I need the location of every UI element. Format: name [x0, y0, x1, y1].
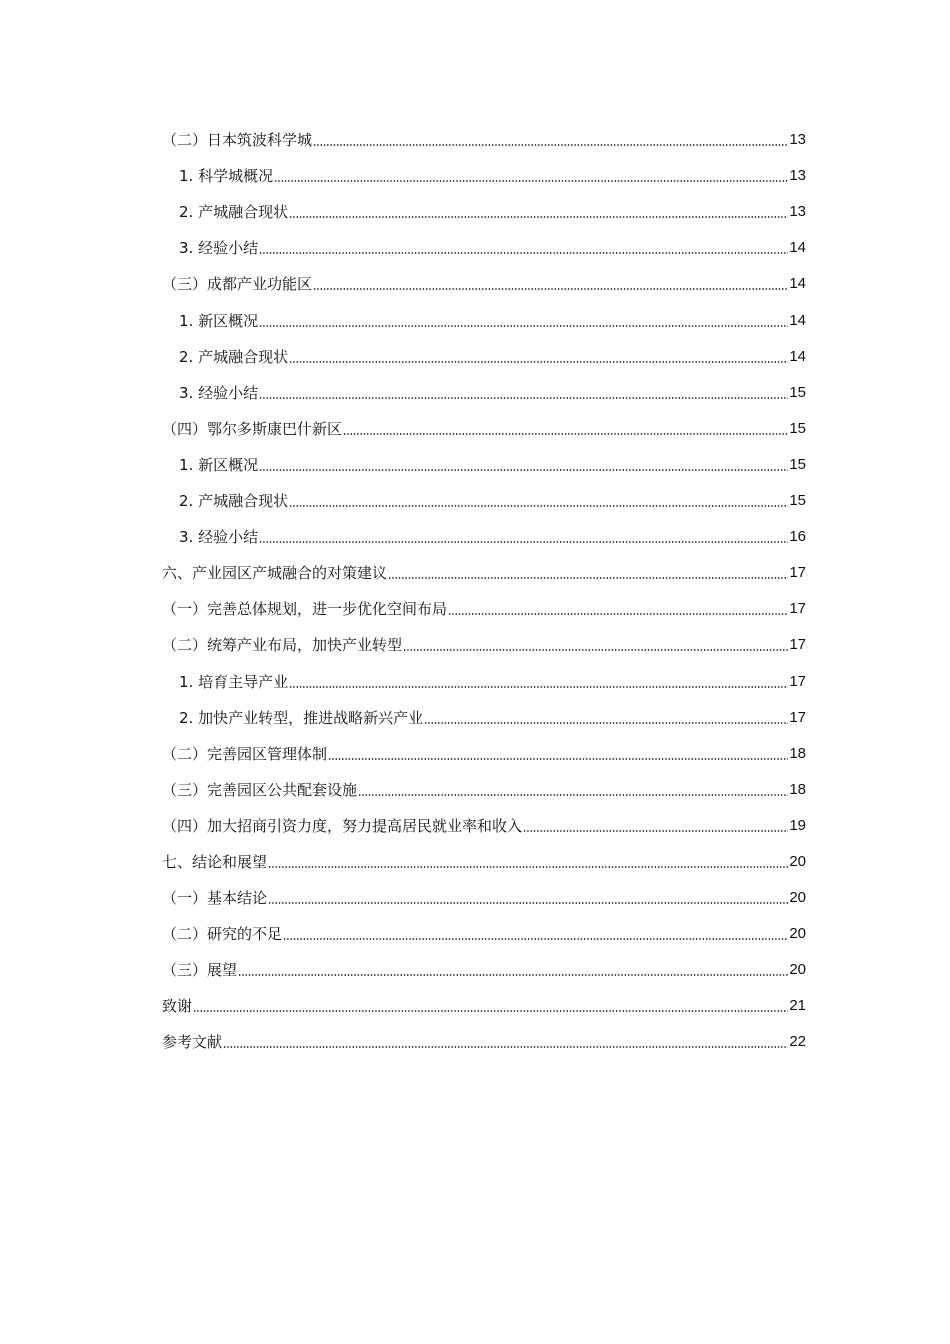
toc-dot-leader	[403, 649, 788, 651]
toc-entry-page: 14	[789, 311, 806, 329]
toc-dot-leader	[289, 216, 788, 218]
toc-entry[interactable]	[162, 512, 806, 548]
toc-entry-page: 17	[789, 600, 806, 618]
toc-entry-page: 20	[789, 925, 806, 943]
toc-dot-leader	[238, 974, 788, 976]
toc-entry-page: 13	[789, 131, 806, 149]
toc-entry-page: 20	[789, 889, 806, 907]
toc-dot-leader	[223, 1046, 788, 1048]
toc-entry[interactable]	[162, 440, 806, 476]
toc-entry-title: （二）研究的不足	[162, 925, 283, 944]
toc-dot-leader	[268, 902, 788, 904]
toc-entry-title: 2. 产城融合现状	[179, 347, 289, 366]
toc-entry-page: 17	[789, 564, 806, 582]
toc-entry[interactable]	[162, 368, 806, 404]
toc-entry-page: 15	[789, 492, 806, 510]
toc-entry-page: 20	[789, 961, 806, 979]
toc-dot-leader	[328, 758, 788, 760]
toc-entry[interactable]	[162, 837, 806, 873]
toc-entry[interactable]	[162, 765, 806, 801]
toc-dot-leader	[523, 830, 788, 832]
toc-dot-leader	[448, 613, 788, 615]
toc-entry[interactable]	[162, 729, 806, 765]
toc-entry[interactable]	[162, 259, 806, 295]
toc-entry-page: 13	[789, 203, 806, 221]
toc-entry[interactable]	[162, 223, 806, 259]
toc-entry-title: 2. 加快产业转型，推进战略新兴产业	[179, 708, 424, 727]
toc-entry-page: 13	[789, 167, 806, 185]
toc-entry-title: （二）日本筑波科学城	[162, 131, 313, 150]
toc-entry-title: （三）成都产业功能区	[162, 275, 313, 294]
toc-dot-leader	[259, 469, 788, 471]
toc-entry[interactable]	[162, 187, 806, 223]
toc-entry-title: 3. 经验小结	[179, 528, 259, 547]
toc-entry[interactable]	[162, 981, 806, 1017]
toc-entry-title: 2. 产城融合现状	[179, 492, 289, 511]
toc-dot-leader	[283, 938, 788, 940]
toc-dot-leader	[268, 866, 788, 868]
toc-entry[interactable]	[162, 404, 806, 440]
toc-dot-leader	[259, 541, 788, 543]
toc-entry-page: 19	[789, 816, 806, 834]
toc-dot-leader	[274, 180, 788, 182]
toc-entry[interactable]	[162, 873, 806, 909]
toc-entry-page: 15	[789, 455, 806, 473]
toc-entry-page: 16	[789, 528, 806, 546]
toc-entry-page: 15	[789, 383, 806, 401]
toc-dot-leader	[259, 325, 788, 327]
toc-entry[interactable]	[162, 115, 806, 151]
toc-entry[interactable]	[162, 801, 806, 837]
toc-entry[interactable]	[162, 656, 806, 692]
toc-entry[interactable]	[162, 945, 806, 981]
toc-entry-title: 致谢	[162, 997, 193, 1016]
toc-entry-page: 18	[789, 780, 806, 798]
toc-entry[interactable]	[162, 295, 806, 331]
toc-entry-page: 21	[789, 997, 806, 1015]
toc-dot-leader	[259, 397, 788, 399]
toc-entry-title: 参考文献	[162, 1033, 223, 1052]
toc-entry[interactable]	[162, 584, 806, 620]
toc-entry-title: （二）完善园区管理体制	[162, 744, 328, 763]
toc-entry-title: 3. 经验小结	[179, 239, 259, 258]
toc-dot-leader	[358, 794, 788, 796]
toc-entry[interactable]	[162, 620, 806, 656]
toc-entry-page: 14	[789, 239, 806, 257]
toc-entry[interactable]	[162, 548, 806, 584]
toc-entry-page: 17	[789, 636, 806, 654]
toc-dot-leader	[424, 722, 788, 724]
toc-dot-leader	[259, 252, 788, 254]
toc-entry-page: 20	[789, 852, 806, 870]
toc-entry-title: 1. 新区概况	[179, 455, 259, 474]
toc-entry-title: （二）统筹产业布局，加快产业转型	[162, 636, 403, 655]
toc-entry-title: 六、产业园区产城融合的对策建议	[162, 564, 388, 583]
toc-entry-title: 2. 产城融合现状	[179, 203, 289, 222]
toc-entry-title: 3. 经验小结	[179, 383, 259, 402]
toc-entry[interactable]	[162, 151, 806, 187]
toc-entry[interactable]	[162, 693, 806, 729]
toc-entry[interactable]	[162, 332, 806, 368]
table-of-contents	[162, 115, 806, 1053]
toc-dot-leader	[313, 288, 788, 290]
toc-entry-title: （三）完善园区公共配套设施	[162, 780, 358, 799]
toc-dot-leader	[388, 577, 788, 579]
toc-entry[interactable]	[162, 909, 806, 945]
toc-entry-page: 18	[789, 744, 806, 762]
toc-entry-title: 1. 培育主导产业	[179, 672, 289, 691]
toc-entry-title: （三）展望	[162, 961, 238, 980]
toc-entry-title: 1. 科学城概况	[179, 167, 274, 186]
toc-entry-title: （一）基本结论	[162, 889, 268, 908]
toc-dot-leader	[289, 505, 788, 507]
toc-entry[interactable]	[162, 1017, 806, 1053]
toc-entry-page: 15	[789, 419, 806, 437]
toc-entry-title: （一）完善总体规划，进一步优化空间布局	[162, 600, 448, 619]
toc-dot-leader	[289, 686, 788, 688]
toc-entry-page: 17	[789, 708, 806, 726]
toc-entry-title: （四）鄂尔多斯康巴什新区	[162, 419, 343, 438]
toc-dot-leader	[313, 144, 788, 146]
toc-dot-leader	[343, 433, 788, 435]
toc-dot-leader	[289, 361, 788, 363]
toc-entry-title: 1. 新区概况	[179, 311, 259, 330]
toc-entry-page: 17	[789, 672, 806, 690]
toc-entry-title: 七、结论和展望	[162, 852, 268, 871]
toc-entry-title: （四）加大招商引资力度，努力提高居民就业率和收入	[162, 816, 523, 835]
toc-entry-page: 14	[789, 347, 806, 365]
toc-entry[interactable]	[162, 476, 806, 512]
toc-dot-leader	[193, 1010, 788, 1012]
toc-entry-page: 22	[789, 1033, 806, 1051]
toc-entry-page: 14	[789, 275, 806, 293]
